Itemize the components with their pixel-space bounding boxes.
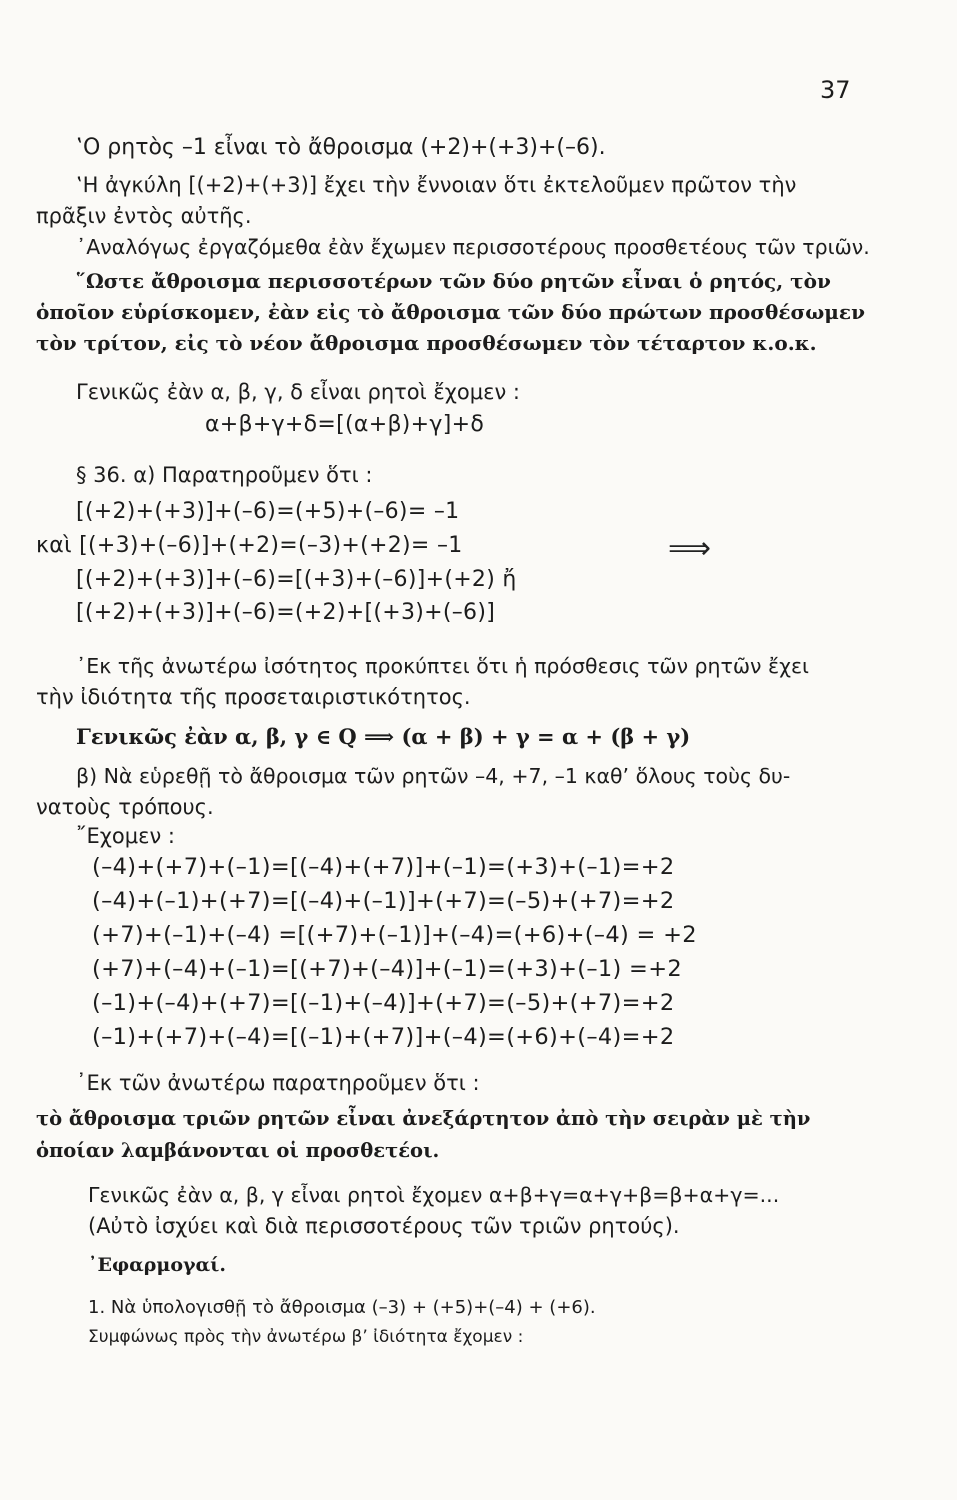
bold-text-line: τὸν τρίτον, εἰς τὸ νέον ἄθροισμα προσθέσωμεν τὸν τέταρτον κ.ο.κ. [36,331,817,355]
text-line: νατοὺς τρόπους. [36,795,214,819]
bold-text-line: ῞Ωστε ἄθροισμα περισσοτέρων τῶν δύο ρητῶν εἶναι ὁ ρητός, τὸν [76,269,831,293]
bold-text-line: τὸ ἄθροισμα τριῶν ρητῶν εἶναι ἀνεξάρτητον ἀπὸ τὴν σειρὰν μὲ τὴν [36,1107,811,1130]
text-line: 1. Νὰ ὑπολογισθῇ τὸ ἄθροισμα (–3) + (+5)+(–4) + (+6). [88,1297,596,1318]
text-line: ᾿Εκ τῆς ἀνωτέρω ἰσότητος προκύπτει ὅτι ἡ πρόσθεσις τῶν ρητῶν ἔχει [76,654,809,678]
formula-line: (+7)+(–1)+(–4) =[(+7)+(–1)]+(–4)=(+6)+(–4) = +2 [92,922,697,948]
text-line: ‛Ο ρητὸς –1 εἶναι τὸ ἄθροισμα (+2)+(+3)+(–6). [76,135,606,160]
text-line: Γενικῶς ἐὰν α, β, γ, δ εἶναι ρητοὶ ἔχομεν : [76,380,520,404]
formula-line: (+7)+(–4)+(–1)=[(+7)+(–4)]+(–1)=(+3)+(–1) =+2 [92,956,682,982]
bold-text-line: ὁποῖον εὑρίσκομεν, ἐὰν εἰς τὸ ἄθροισμα τῶν δύο πρώτων προσθέσωμεν [36,300,865,324]
formula-line: [(+2)+(+3)]+(–6)=(+2)+[(+3)+(–6)] [76,600,496,625]
text-line: ῎Εχομεν : [76,824,175,848]
subsection-heading: ᾿Εφαρμογαί. [88,1254,226,1276]
text-line: ‛Η ἀγκύλη [(+2)+(+3)] ἔχει τὴν ἔννοιαν ὅτι ἐκτελοῦμεν πρῶτον τὴν [76,173,797,197]
bold-text-line: ὁποίαν λαμβάνονται οἱ προσθετέοι. [36,1139,440,1162]
formula-line: (–4)+(–1)+(+7)=[(–4)+(–1)]+(+7)=(–5)+(+7)=+2 [92,888,675,914]
section-heading: § 36. α) Παρατηροῦμεν ὅτι : [76,463,373,487]
text-line: πρᾶξιν ἐντὸς αὐτῆς. [36,204,252,228]
text-line: Γενικῶς ἐὰν α, β, γ εἶναι ρητοὶ ἔχομεν α+β+γ=α+γ+β=β+α+γ=... [88,1183,780,1207]
formula-line: (–1)+(–4)+(+7)=[(–1)+(–4)]+(+7)=(–5)+(+7)=+2 [92,990,675,1016]
formula-line: α+β+γ+δ=[(α+β)+γ]+δ [205,412,485,437]
text-line: τὴν ἰδιότητα τῆς προσεταιριστικότητος. [36,685,471,709]
formula-line: (–1)+(+7)+(–4)=[(–1)+(+7)]+(–4)=(+6)+(–4)=+2 [92,1024,675,1050]
formula-line: καὶ [(+3)+(–6)]+(+2)=(–3)+(+2)= –1 [36,533,463,558]
text-line: Συμφώνως πρὸς τὴν ἀνωτέρω β’ ἰδιότητα ἔχομεν : [88,1327,524,1347]
text-line: (Αὐτὸ ἰσχύει καὶ διὰ περισσοτέρους τῶν τριῶν ρητούς). [88,1214,680,1238]
text-line: ᾿Εκ τῶν ἀνωτέρω παρατηροῦμεν ὅτι : [76,1071,480,1095]
text-line: ᾿Αναλόγως ἐργαζόμεθα ἐὰν ἔχωμεν περισσοτέρους προσθετέους τῶν τριῶν. [76,235,870,259]
bold-formula-line: Γενικῶς ἐὰν α, β, γ ∈ Q ⟹ (α + β) + γ = α + (β + γ) [76,724,691,749]
formula-line: [(+2)+(+3)]+(–6)=(+5)+(–6)= –1 [76,499,460,524]
text-line: β) Νὰ εὑρεθῇ τὸ ἄθροισμα τῶν ρητῶν –4, +7, –1 καθ’ ὅλους τοὺς δυ- [76,764,791,788]
formula-line: [(+2)+(+3)]+(–6)=[(+3)+(–6)]+(+2) ἤ [76,567,517,592]
implies-arrow-icon: ⟹ [668,531,712,566]
formula-line: (–4)+(+7)+(–1)=[(–4)+(+7)]+(–1)=(+3)+(–1)=+2 [92,854,675,880]
page-number: 37 [820,76,851,104]
